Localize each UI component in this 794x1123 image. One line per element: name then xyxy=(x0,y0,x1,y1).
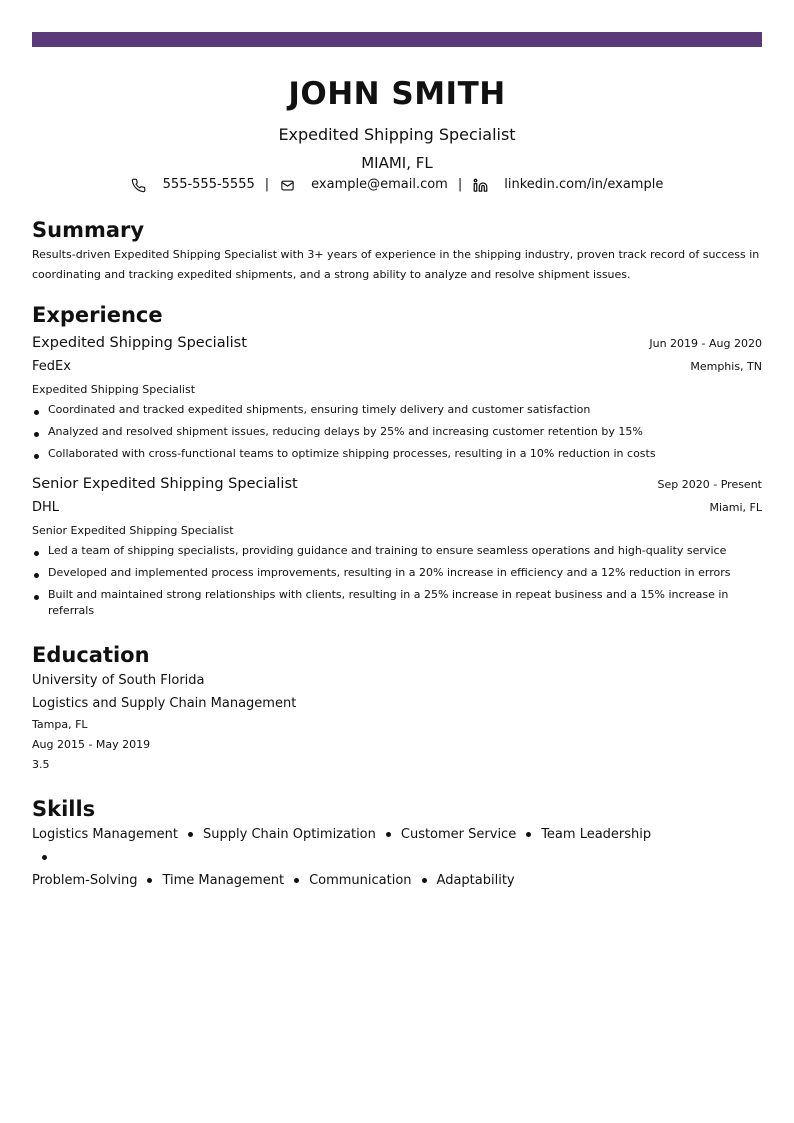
candidate-role: Expedited Shipping Specialist xyxy=(278,125,516,144)
job-company: FedEx xyxy=(32,359,71,374)
bullet-item: Developed and implemented process improvements, resulting in a 20% increase in efficiency and a 12% reduction in errors xyxy=(32,565,762,581)
job-subtitle: Expedited Shipping Specialist xyxy=(32,383,196,396)
job-dates: Sep 2020 - Present xyxy=(657,478,762,491)
skills-list xyxy=(32,823,672,892)
candidate-name: JOHN SMITH xyxy=(288,76,506,112)
bullet-separator xyxy=(42,855,47,860)
skill-item: Communication xyxy=(309,873,412,888)
accent-bar xyxy=(32,32,762,47)
linkedin-link[interactable]: linkedin.com/in/example xyxy=(504,177,664,192)
education-heading: Education xyxy=(32,643,150,667)
contact-separator: | xyxy=(457,177,463,192)
contact-separator: | xyxy=(264,177,270,192)
resume-page xyxy=(32,32,762,892)
email-link[interactable]: example@email.com xyxy=(311,177,448,192)
skill-item: Team Leadership xyxy=(541,827,652,842)
job-entry xyxy=(32,472,762,619)
job-bullets xyxy=(32,543,762,619)
job-bullets xyxy=(32,402,762,462)
bullet-separator xyxy=(147,878,152,883)
summary-heading: Summary xyxy=(32,218,145,242)
skill-item: Logistics Management xyxy=(32,827,179,842)
linkedin-icon xyxy=(472,177,488,193)
skills-heading: Skills xyxy=(32,797,96,821)
resume-header xyxy=(32,74,762,195)
bullet-separator xyxy=(526,832,531,837)
candidate-location: MIAMI, FL xyxy=(361,154,433,172)
skill-item: Time Management xyxy=(162,873,285,888)
contact-line xyxy=(32,175,762,195)
job-dates: Jun 2019 - Aug 2020 xyxy=(649,337,762,350)
phone-number[interactable]: 555-555-5555 xyxy=(162,177,255,192)
job-subtitle: Senior Expedited Shipping Specialist xyxy=(32,524,234,537)
job-title: Senior Expedited Shipping Specialist xyxy=(32,476,298,492)
education-dates: Aug 2015 - May 2019 xyxy=(32,738,151,751)
job-location: Memphis, TN xyxy=(690,360,762,373)
skill-item: Supply Chain Optimization xyxy=(203,827,376,842)
skill-item: Problem-Solving xyxy=(32,873,138,888)
bullet-separator xyxy=(422,878,427,883)
job-title: Expedited Shipping Specialist xyxy=(32,335,247,351)
phone-icon xyxy=(131,177,147,193)
skill-item: Adaptability xyxy=(436,873,515,888)
job-location: Miami, FL xyxy=(709,501,762,514)
bullet-separator xyxy=(188,832,193,837)
bullet-separator xyxy=(386,832,391,837)
summary-text: Results-driven Expedited Shipping Specialist with 3+ years of experience in the shipping industry, proven track record of success in coordinating and tracking expedited shipments, and a strong ability to analyze and resolve shipment issues. xyxy=(32,248,760,281)
bullet-item: Collaborated with cross-functional teams to optimize shipping processes, resulting in a 10% reduction in costs xyxy=(32,446,762,462)
education-gpa: 3.5 xyxy=(32,758,50,771)
bullet-separator xyxy=(294,878,299,883)
education-school: University of South Florida xyxy=(32,673,205,688)
education-location: Tampa, FL xyxy=(32,718,88,731)
education-degree: Logistics and Supply Chain Management xyxy=(32,696,297,711)
bullet-item: Analyzed and resolved shipment issues, reducing delays by 25% and increasing customer retention by 15% xyxy=(32,424,762,440)
experience-heading: Experience xyxy=(32,303,163,327)
skill-item: Customer Service xyxy=(400,827,517,842)
mail-icon xyxy=(279,177,295,193)
bullet-item: Coordinated and tracked expedited shipments, ensuring timely delivery and customer satisfaction xyxy=(32,402,762,418)
bullet-item: Led a team of shipping specialists, providing guidance and training to ensure seamless operations and high-quality service xyxy=(32,543,762,559)
job-company: DHL xyxy=(32,500,60,515)
bullet-item: Built and maintained strong relationships with clients, resulting in a 25% increase in repeat business and a 15% increase in referrals xyxy=(32,587,762,619)
job-entry xyxy=(32,331,762,462)
